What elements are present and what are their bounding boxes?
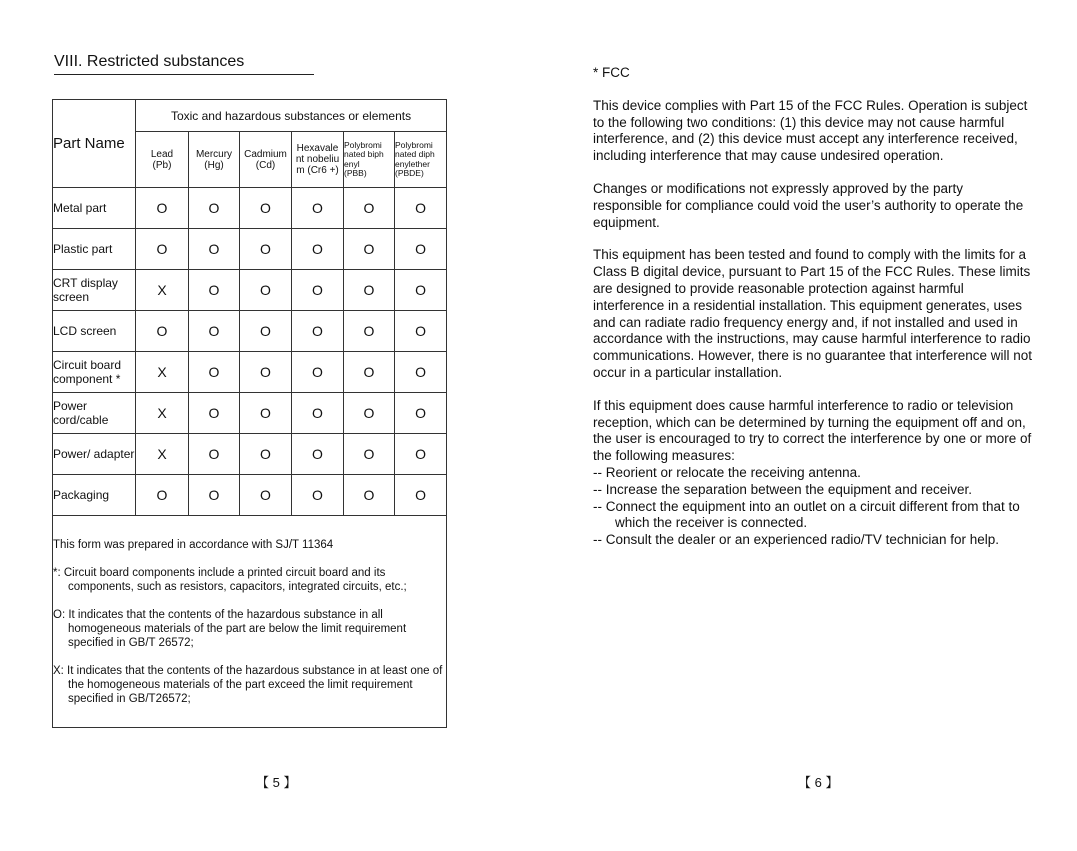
- part-name-cell: Packaging: [53, 475, 136, 516]
- mark-cell: O: [240, 393, 292, 434]
- table-row: [53, 270, 447, 311]
- mark-cell: O: [292, 270, 344, 311]
- mark-cell: O: [189, 393, 240, 434]
- mark-cell: O: [344, 434, 395, 475]
- column-name: Polybromi nated biph enyl: [344, 139, 384, 169]
- column-header-cadmium: [240, 132, 292, 188]
- fcc-paragraph: If this equipment does cause harmful interference to radio or television reception, which can be determined by turning the equipment off and on, the user is encouraged to try to correct the interference by one or more of the following measures:: [593, 397, 1032, 464]
- part-name-cell: Metal part: [53, 188, 136, 229]
- mark-cell: O: [344, 311, 395, 352]
- mark-cell: O: [344, 270, 395, 311]
- mark-cell: O: [136, 229, 189, 270]
- part-name-cell: Circuit board component *: [53, 352, 136, 393]
- mark-cell: O: [292, 188, 344, 229]
- column-symbol: (Hg): [204, 159, 224, 171]
- mark-cell: O: [395, 475, 447, 516]
- table-row: [53, 434, 447, 475]
- mark-cell: O: [395, 229, 447, 270]
- fcc-measure: -- Consult the dealer or an experienced radio/TV technician for help.: [593, 532, 999, 548]
- mark-cell: O: [292, 311, 344, 352]
- column-header-pbde: [395, 132, 447, 188]
- column-symbol: (Cd): [255, 159, 276, 171]
- column-header-pbb: [344, 132, 395, 188]
- fcc-measure: -- Increase the separation between the equipment and receiver.: [593, 481, 972, 497]
- part-name-header: Part Name: [53, 100, 136, 188]
- mark-cell: O: [189, 352, 240, 393]
- column-header-mercury: [189, 132, 240, 188]
- table-row: [53, 475, 447, 516]
- mark-cell: O: [189, 434, 240, 475]
- column-name: Cadmium: [244, 148, 287, 160]
- fcc-statement: [593, 65, 1033, 549]
- section-title: VIII. Restricted substances: [54, 53, 314, 75]
- mark-cell: O: [240, 311, 292, 352]
- column-symbol: (PBB): [344, 168, 367, 178]
- restricted-substances-table: [52, 99, 447, 728]
- mark-cell: O: [344, 229, 395, 270]
- table-row: [53, 393, 447, 434]
- fcc-paragraph: Changes or modifications not expressly approved by the party responsible for compliance could void the user’s authority to operate the equipment.: [593, 180, 1024, 230]
- notes-row: [53, 516, 447, 728]
- notes-intro: This form was prepared in accordance with SJ/T 11364: [53, 538, 334, 551]
- page-number: 【 6 】: [798, 775, 839, 790]
- table-row: [53, 352, 447, 393]
- mark-cell: O: [189, 311, 240, 352]
- table-row: [53, 229, 447, 270]
- mark-cell: O: [395, 270, 447, 311]
- part-name-cell: Plastic part: [53, 229, 136, 270]
- mark-cell: O: [344, 393, 395, 434]
- part-name-cell: Power cord/cable: [53, 393, 136, 434]
- mark-cell: O: [395, 311, 447, 352]
- mark-cell: O: [189, 188, 240, 229]
- mark-cell: O: [240, 352, 292, 393]
- mark-cell: O: [344, 475, 395, 516]
- mark-cell: O: [395, 393, 447, 434]
- left-page: [0, 0, 538, 851]
- note-asterisk: *: Circuit board components include a printed circuit board and its components, such as resistors, capacitors, integrated circuits, etc.;: [53, 566, 407, 593]
- mark-cell: O: [292, 434, 344, 475]
- mark-cell: O: [395, 434, 447, 475]
- mark-cell: O: [240, 229, 292, 270]
- fcc-paragraph: This device complies with Part 15 of the FCC Rules. Operation is subject to the following two conditions: (1) this device may not cause harmful interference, and (2) this device must accept any interference received, including interference that may cause undesired operation.: [593, 97, 1028, 164]
- mark-cell: O: [240, 434, 292, 475]
- fcc-heading: * FCC: [593, 65, 630, 80]
- table-row: [53, 311, 447, 352]
- mark-cell: O: [240, 188, 292, 229]
- mark-cell: X: [136, 270, 189, 311]
- mark-cell: O: [344, 188, 395, 229]
- column-header-hexavalent-chromium: [292, 132, 344, 188]
- mark-cell: O: [292, 393, 344, 434]
- column-name: Mercury: [195, 148, 233, 160]
- mark-cell: O: [344, 352, 395, 393]
- column-header-lead: [136, 132, 189, 188]
- mark-cell: O: [136, 475, 189, 516]
- mark-cell: X: [136, 393, 189, 434]
- column-name: Polybromi nated diph enylether: [395, 139, 435, 169]
- page-number: 【 5 】: [256, 775, 297, 790]
- part-name-cell: CRT display screen: [53, 270, 136, 311]
- mark-cell: O: [189, 229, 240, 270]
- mark-cell: O: [292, 475, 344, 516]
- mark-cell: X: [136, 434, 189, 475]
- mark-cell: O: [395, 188, 447, 229]
- note-o: O: It indicates that the contents of the hazardous substance in all homogeneous materials of the part are below the limit requirement specified in GB/T 26572;: [53, 608, 407, 649]
- fcc-measure: -- Connect the equipment into an outlet on a circuit different from that to which the receiver is connected.: [593, 498, 1020, 531]
- part-name-cell: Power/ adapter: [53, 434, 136, 475]
- note-x: X: It indicates that the contents of the hazardous substance in at least one of the homogeneous materials of the part exceed the limit requirement specified in GB/T26572;: [53, 664, 443, 705]
- right-page: [538, 0, 1077, 851]
- mark-cell: O: [395, 352, 447, 393]
- column-symbol: (Pb): [152, 159, 172, 171]
- mark-cell: O: [136, 311, 189, 352]
- mark-cell: O: [189, 475, 240, 516]
- mark-cell: O: [136, 188, 189, 229]
- fcc-measure: -- Reorient or relocate the receiving antenna.: [593, 464, 861, 480]
- substances-group-header: Toxic and hazardous substances or elements: [136, 100, 447, 132]
- mark-cell: X: [136, 352, 189, 393]
- column-name: Hexavale nt nobeliu m (Cr6 +): [295, 143, 340, 176]
- mark-cell: O: [292, 352, 344, 393]
- mark-cell: O: [240, 475, 292, 516]
- mark-cell: O: [292, 229, 344, 270]
- fcc-paragraph: This equipment has been tested and found to comply with the limits for a Class B digital device, pursuant to Part 15 of the FCC Rules. These limits are designed to provide reasonable protection against harmful interference in a residential installation. This equipment generates, uses and can radiate radio frequency energy and, if not installed and used in accordance with the instructions, may cause harmful interference to radio communications. However, there is no guarantee that interference will not occur in a particular installation.: [593, 247, 1032, 380]
- table-row: [53, 188, 447, 229]
- column-name: Lead: [150, 148, 174, 160]
- mark-cell: O: [189, 270, 240, 311]
- part-name-cell: LCD screen: [53, 311, 136, 352]
- table-notes: [53, 516, 447, 728]
- mark-cell: O: [240, 270, 292, 311]
- column-symbol: (PBDE): [395, 168, 424, 178]
